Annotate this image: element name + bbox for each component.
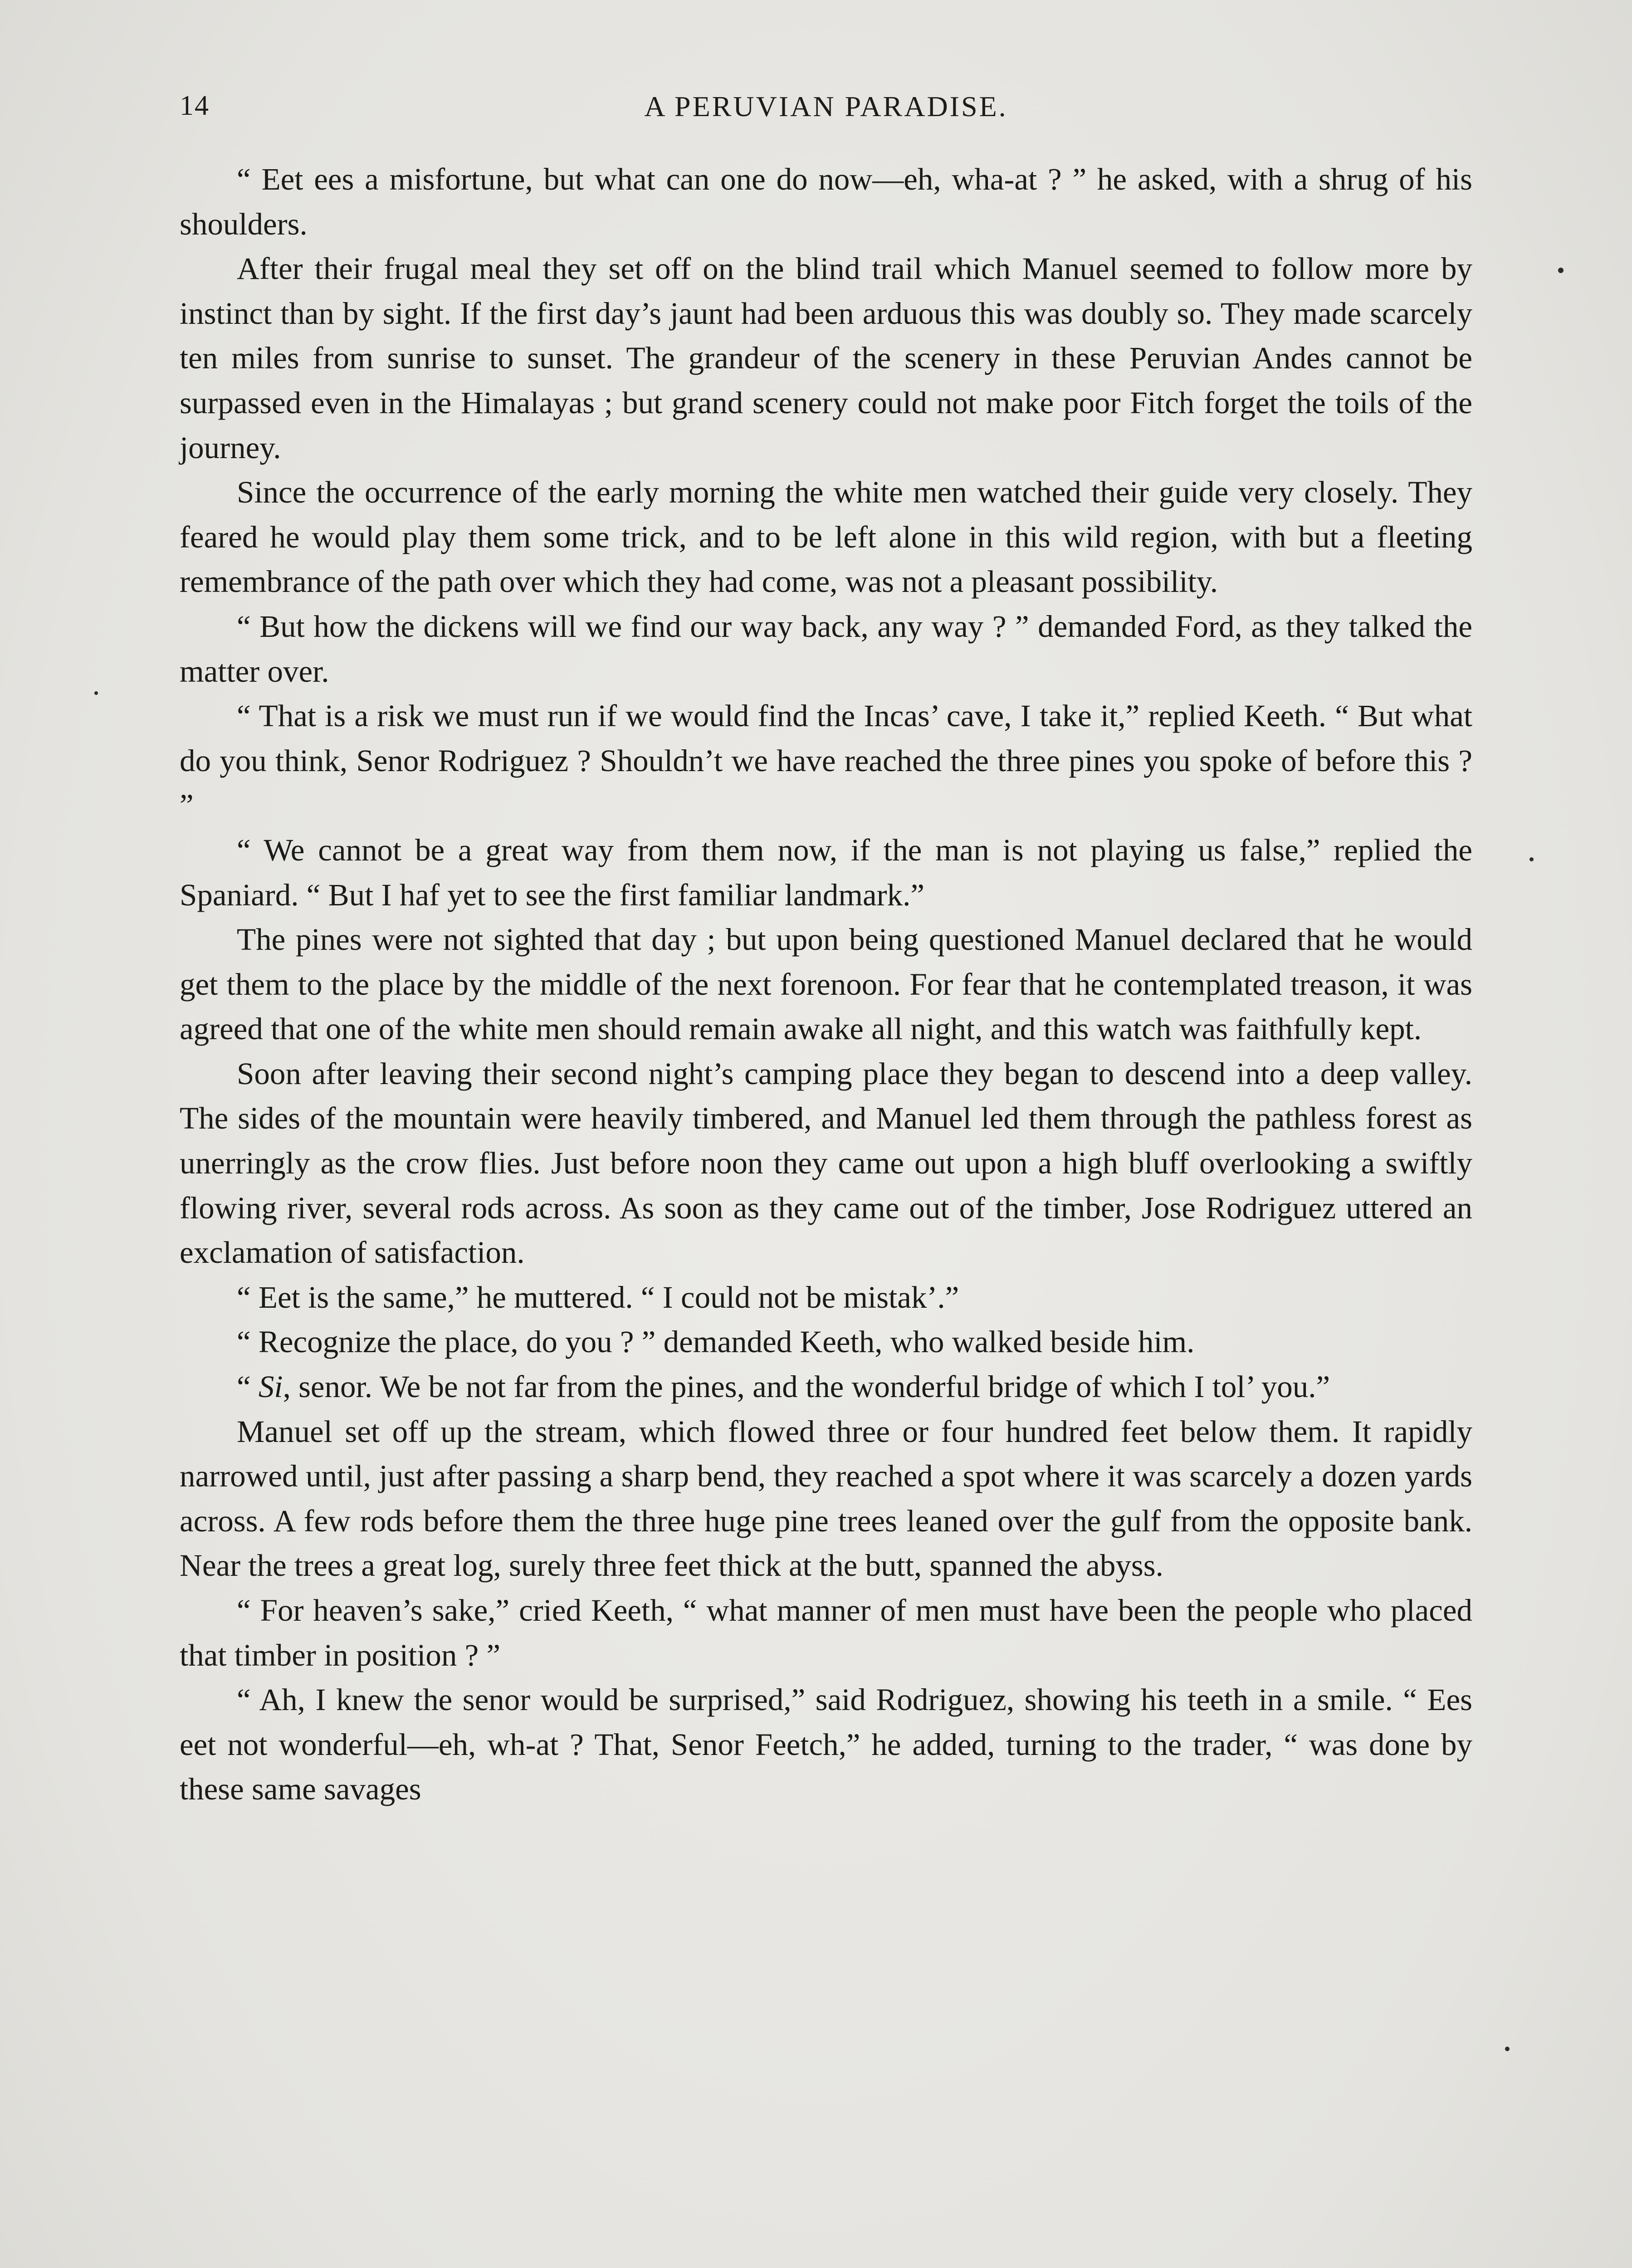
ink-speck	[1529, 857, 1534, 861]
paragraph: “ Eet ees a misfortune, but what can one do now—eh, wha-at ? ” he asked, with a shrug of his shoulders.	[180, 162, 1472, 241]
paragraph	[180, 1364, 1472, 1409]
page-number: 14	[180, 90, 210, 121]
story-text	[180, 157, 1472, 1812]
running-head: A PERUVIAN PARADISE.	[644, 90, 1008, 122]
quote-open: “	[237, 1369, 259, 1404]
paragraph: The pines were not sighted that day ; but upon being questioned Manuel declared that he would get them to the place by the middle of the next forenoon. For fear that he contemplated treason, it was agreed that one of the white men should remain awake all night, and this watch was faithfully kept.	[180, 922, 1472, 1046]
paragraph: Since the occurrence of the early morning the white men watched their guide very closely. They feared he would play them some trick, and to be left alone in this wild region, with but a fleeting remembrance of the path over which they had come, was not a pleasant possibility.	[180, 475, 1472, 599]
paragraph-rest: , senor. We be not far from the pines, and the wonderful bridge of which I tol’ you.”	[283, 1369, 1330, 1404]
paragraph: Manuel set off up the stream, which flowed three or four hundred feet below them. It rapidly narrowed until, just after passing a sharp bend, they reached a spot where it was scarcely a dozen yards across. A few rods before them the three huge pine trees leaned over the gulf from the opposite bank. Near the trees a great log, surely three feet thick at the butt, spanned the abyss.	[180, 1414, 1472, 1583]
paragraph: “ Ah, I knew the senor would be surprised,” said Rodriguez, showing his teeth in a smile. “ Ees eet not wonderful—eh, wh-at ? That, Senor Feetch,” he added, turning to the trader, “ was done by these same savages	[180, 1682, 1472, 1807]
paragraph: “ Eet is the same,” he muttered. “ I could not be mistak’.”	[237, 1280, 959, 1315]
ink-speck	[94, 691, 98, 695]
italic-word: Si	[258, 1369, 283, 1404]
page-header	[180, 90, 1472, 131]
paragraph: “ But how the dickens will we find our way back, any way ? ” demanded Ford, as they talked the matter over.	[180, 609, 1472, 689]
paragraph: “ That is a risk we must run if we would find the Incas’ cave, I take it,” replied Keeth. “ But what do you think, Senor Rodriguez ? Shouldn’t we have reached the three pines you spoke of before this ? ”	[180, 699, 1472, 823]
paragraph: Soon after leaving their second night’s camping place they began to descend into a deep valley. The sides of the mountain were heavily timbered, and Manuel led them through the pathless forest as unerringly as the crow flies. Just before noon they came out upon a high bluff overlooking a swiftly flowing river, several rods across. As soon as they came out of the timber, Jose Rodriguez uttered an exclamation of satisfaction.	[180, 1056, 1472, 1270]
ink-speck	[1558, 268, 1564, 273]
paragraph: “ Recognize the place, do you ? ” demanded Keeth, who walked beside him.	[237, 1325, 1195, 1359]
paragraph: “ For heaven’s sake,” cried Keeth, “ what manner of men must have been the people who placed that timber in position ? ”	[180, 1593, 1472, 1672]
paragraph: “ We cannot be a great way from them now, if the man is not playing us false,” replied the Spaniard. “ But I haf yet to see the first familiar landmark.”	[180, 832, 1472, 912]
paragraph: After their frugal meal they set off on the blind trail which Manuel seemed to follow more by instinct than by sight. If the first day’s jaunt had been arduous this was doubly so. They made scarcely ten miles from sunrise to sunset. The grandeur of the scenery in these Peruvian Andes cannot be surpassed even in the Himalayas ; but grand scenery could not make poor Fitch forget the toils of the journey.	[180, 251, 1472, 465]
ink-speck	[1505, 2047, 1510, 2051]
